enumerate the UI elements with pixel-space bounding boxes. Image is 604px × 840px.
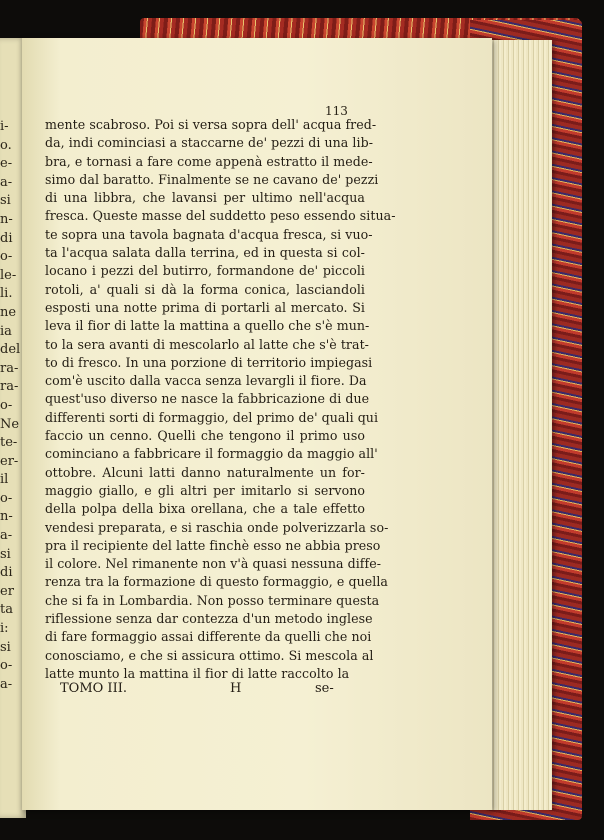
text-line: di una libbra, che lavansi per ultimo nell'acqua xyxy=(45,190,365,206)
left-page-fragment: si xyxy=(0,546,11,562)
left-page-fragment: i- xyxy=(0,119,9,134)
left-page-fragment: li. xyxy=(0,286,13,302)
left-page-fragment: ta xyxy=(0,602,13,618)
left-page-fragment: i: xyxy=(0,621,9,637)
left-page-fragment: a- xyxy=(0,174,13,190)
text-line: fresca. Queste masse del suddetto peso essendo situa- xyxy=(45,208,396,224)
left-page-fragment: te- xyxy=(0,435,18,451)
text-line: maggio giallo, e gli altri per imitarlo si servono xyxy=(45,482,365,498)
text-line: differenti sorti di formaggio, del primo de' quali qui xyxy=(45,409,379,425)
text-line: che si fa in Lombardia. Non posso terminare questa xyxy=(45,592,380,608)
left-page-fragment: a- xyxy=(0,528,13,544)
page-number: 113 xyxy=(325,104,348,118)
text-line: rotoli, a' quali si dà la forma conica, lasciandoli xyxy=(45,281,365,297)
left-page-fragment: si xyxy=(0,639,11,655)
left-page-fragment: er- xyxy=(0,453,19,469)
text-line: ottobre. Alcuni latti danno naturalmente un for- xyxy=(45,464,365,480)
text-line: latte munto la mattina il fior di latte raccolto la xyxy=(45,665,350,681)
text-line: conosciamo, e che si assicura ottimo. Si mescola al xyxy=(45,647,374,663)
left-page-fragment: e- xyxy=(0,156,13,172)
body-text xyxy=(45,116,396,683)
left-page-fragment: le- xyxy=(0,267,17,283)
left-page-fragment: o- xyxy=(0,249,13,265)
left-page-fragment: o- xyxy=(0,658,13,674)
text-line: faccio un cenno. Quelli che tengono il primo uso xyxy=(45,428,365,444)
left-page-fragment: ra- xyxy=(0,360,19,376)
left-page-fragment: ra- xyxy=(0,379,19,395)
text-line: pra il recipiente del latte finchè esso ne abbia preso xyxy=(45,537,381,553)
left-page-text-fragments xyxy=(0,118,24,694)
text-line: ta l'acqua salata dalla terrina, ed in questa si col- xyxy=(45,245,365,261)
catchword: se- xyxy=(315,681,334,696)
left-page-fragment: ne xyxy=(0,304,17,320)
text-line: il colore. Nel rimanente non v'à quasi nessuna diffe- xyxy=(45,556,382,572)
text-line: da, indi cominciasi a staccarne de' pezzi di una lib- xyxy=(45,135,373,151)
page-edges xyxy=(486,40,552,810)
left-page-fragment: ia xyxy=(0,323,12,339)
left-page-fragment: o- xyxy=(0,490,13,506)
text-line: simo dal baratto. Finalmente se ne cavano de' pezzi xyxy=(45,171,379,187)
text-line: to la sera avanti di mescolarlo al latte che s'è trat- xyxy=(45,336,369,352)
text-line: te sopra una tavola bagnata d'acqua fresca, si vuo- xyxy=(45,226,373,242)
left-page-fragment: Ne xyxy=(0,416,20,432)
left-page-fragment: si xyxy=(0,193,11,209)
text-line: riflessione senza dar contezza d'un metodo inglese xyxy=(45,611,373,627)
text-line: vendesi preparata, e si raschia onde polverizzarla so- xyxy=(45,519,389,535)
left-page-fragment: a- xyxy=(0,676,13,692)
text-line: esposti una notte prima di portarli al mercato. Si xyxy=(45,299,365,315)
text-line: cominciano a fabbricare il formaggio da maggio all' xyxy=(45,446,378,462)
left-page-fragment: di xyxy=(0,230,13,246)
text-line: di fare formaggio assai differente da quelli che noi xyxy=(45,629,372,645)
text-line: renza tra la formazione di questo formaggio, e quella xyxy=(45,574,388,590)
text-line: leva il fior di latte la mattina a quello che s'è mun- xyxy=(45,318,370,334)
left-page-fragment: er xyxy=(0,583,14,599)
volume-signature: TOMO III. xyxy=(60,681,127,696)
left-page-fragment: il xyxy=(0,472,9,488)
left-page-fragment: di xyxy=(0,565,13,581)
left-page-fragment: o. xyxy=(0,137,12,153)
text-line: to di fresco. In una porzione di territorio impiegasi xyxy=(45,354,373,370)
text-line: quest'uso diverso ne nasce la fabbricazione di due xyxy=(45,391,370,407)
text-line: della polpa della bixa orellana, che a tale effetto xyxy=(45,501,365,517)
left-page-fragment: o- xyxy=(0,397,13,413)
signature-mark: H xyxy=(230,681,242,696)
text-line: com'è uscito dalla vacca senza levargli il fiore. Da xyxy=(45,373,367,389)
left-page-fragment: n- xyxy=(0,509,13,525)
text-line: bra, e tornasi a fare come appenà estratto il mede- xyxy=(45,153,373,169)
text-line: locano i pezzi del butirro, formandone de' piccoli xyxy=(45,263,365,279)
left-page-fragment: n- xyxy=(0,211,13,227)
text-line: mente scabroso. Poi si versa sopra dell' acqua fred- xyxy=(45,117,377,132)
left-page-fragment: del xyxy=(0,342,21,358)
